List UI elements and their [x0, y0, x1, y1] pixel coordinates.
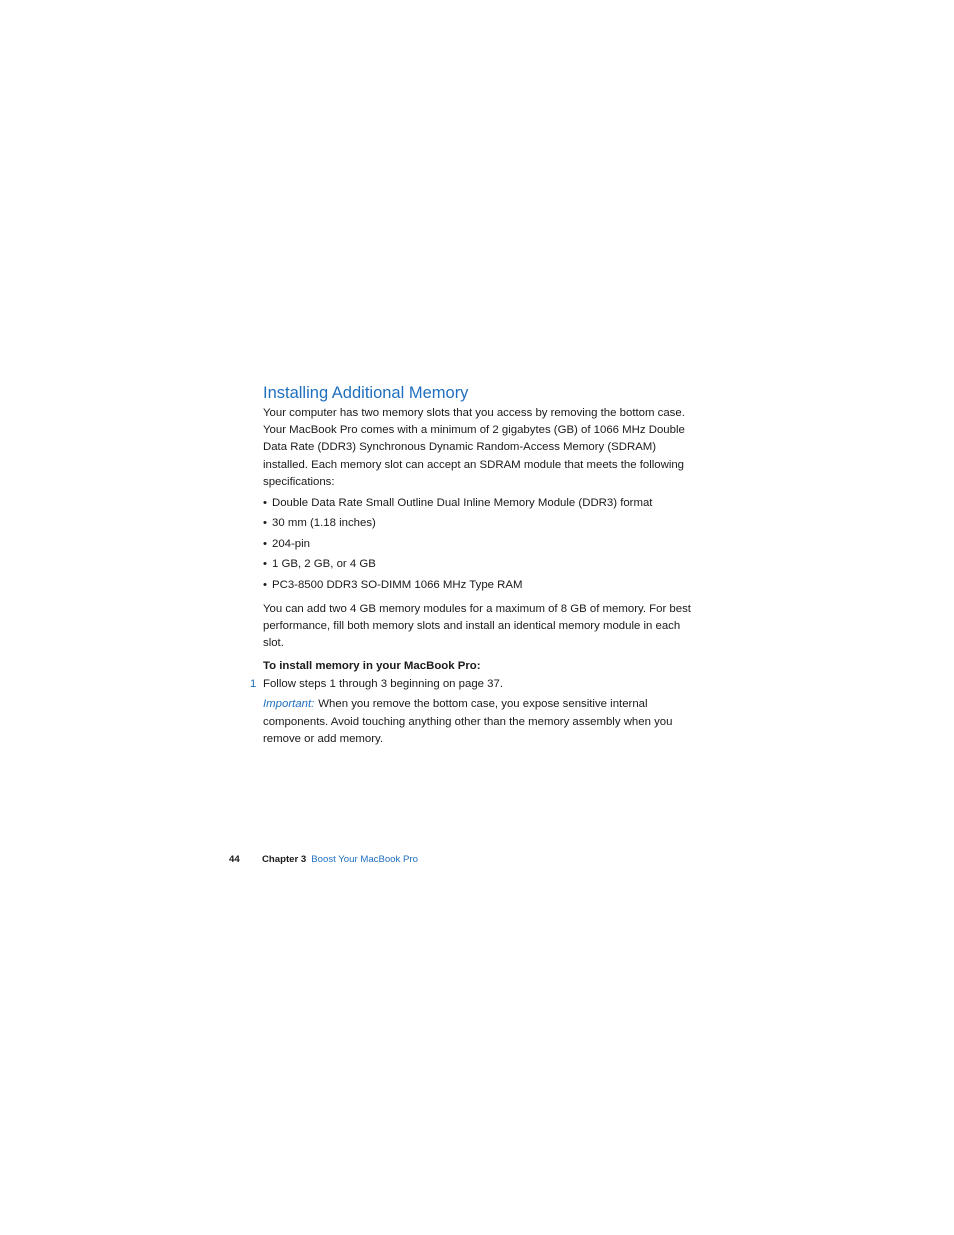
section-title: Installing Additional Memory	[263, 384, 469, 402]
important-label: Important:	[263, 698, 315, 711]
instruction-heading: To install memory in your MacBook Pro:	[263, 660, 481, 673]
capacity-paragraph: You can add two 4 GB memory modules for a maximum of 8 GB of memory. For best performance, fill both memory slots and install an identical memory module in each slot.	[263, 602, 691, 650]
list-item-text: 204-pin	[272, 537, 310, 550]
step-item	[250, 676, 703, 693]
page-footer	[229, 853, 418, 867]
bullet-icon: •	[263, 578, 267, 591]
list-item-text: 1 GB, 2 GB, or 4 GB	[272, 558, 376, 571]
bullet-icon: •	[263, 497, 267, 510]
important-text: When you remove the bottom case, you expose sensitive internal components. Avoid touching anything other than the memory assembly when you remove or add memory.	[263, 698, 673, 745]
bullet-icon: •	[263, 517, 267, 530]
list-item	[263, 536, 703, 553]
list-item	[263, 495, 703, 512]
list-item-text: PC3-8500 DDR3 SO-DIMM 1066 MHz Type RAM	[272, 578, 523, 591]
page-number: 44	[229, 854, 240, 865]
intro-paragraph: Your computer has two memory slots that you access by removing the bottom case. Your MacBook Pro comes with a minimum of 2 gigabytes (GB) of 1066 MHz Double Data Rate (DDR3) Synchronous Dynamic Random-Access Memory (SDRAM) installed. Each memory slot can accept an SDRAM module that meets the following specifications:	[263, 407, 685, 488]
spec-list	[263, 495, 703, 594]
important-note	[263, 696, 703, 748]
chapter-title: Boost Your MacBook Pro	[311, 854, 418, 865]
bullet-icon: •	[263, 537, 267, 550]
bullet-icon: •	[263, 558, 267, 571]
list-item-text: 30 mm (1.18 inches)	[272, 517, 376, 530]
step-number: 1	[250, 677, 257, 690]
step-text: Follow steps 1 through 3 beginning on page 37.	[263, 677, 504, 690]
list-item	[263, 515, 703, 532]
list-item	[263, 577, 703, 594]
list-item	[263, 556, 703, 573]
chapter-label: Chapter 3	[262, 854, 307, 865]
page-content	[250, 381, 703, 748]
list-item-text: Double Data Rate Small Outline Dual Inline Memory Module (DDR3) format	[272, 497, 653, 510]
